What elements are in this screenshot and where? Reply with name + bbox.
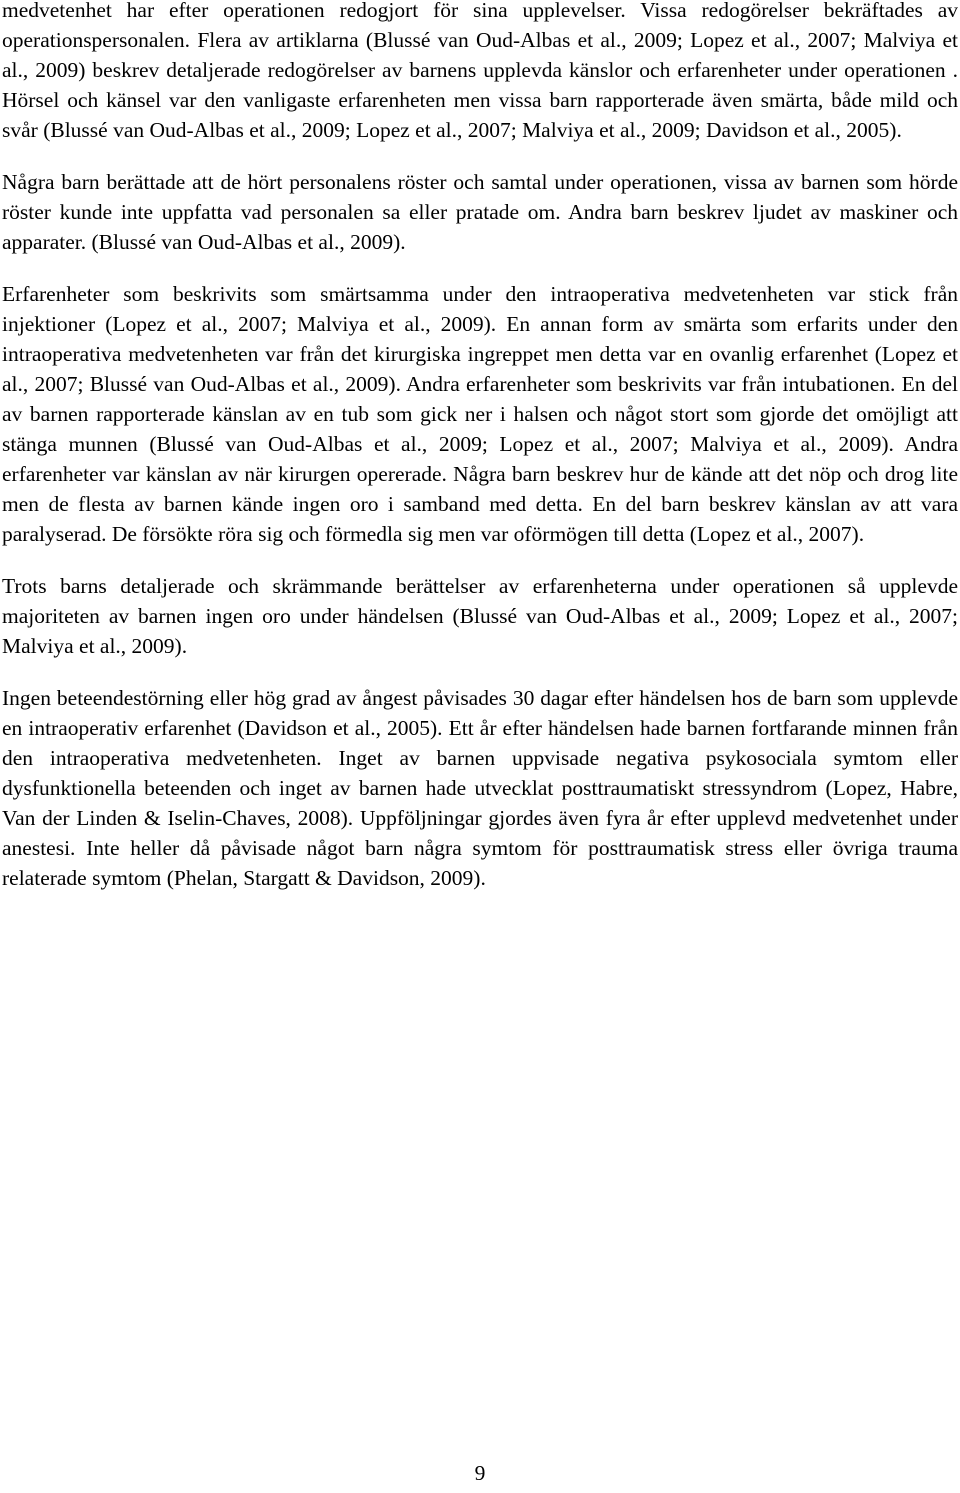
page-number: 9 <box>474 1461 486 1485</box>
document-body <box>2 0 958 915</box>
paragraph-no-anxiety: Trots barns detaljerade och skrämmande berättelser av erfarenheterna under operationen så upplevde majoriteten av barnen ingen oro under händelsen (Blussé van Oud-Albas et al., 2009; Lopez et al., 2007; Malviya et al., 2009). <box>2 574 958 658</box>
paragraph-follow-up: Ingen beteendestörning eller hög grad av ångest påvisades 30 dagar efter händelsen hos de barn som upplevde en intraoperativ erfarenhet (Davidson et al., 2005). Ett år efter händelsen hade barnen fortfarande minnen från den intraoperativa medvetenheten. Inget av barnen uppvisade negativa psykosociala symtom eller dysfunktionella beteenden och inget av barnen hade utvecklat posttraumatiskt stressyndrom (Lopez, Habre, Van der Linden & Iselin-Chaves, 2008). Uppföljningar gjordes även fyra år efter upplevd medvetenhet under anestesi. Inte heller då påvisade något barn några symtom för posttraumatisk stress eller övriga trauma relaterade symtom (Phelan, Stargatt & Davidson, 2009). <box>2 686 958 890</box>
paragraph-intraoperative-experiences: medvetenhet har efter operationen redogjort för sina upplevelser. Vissa redogörelser bekräftades av operationspersonalen. Flera av artiklarna (Blussé van Oud-Albas et al., 2009; Lopez et al., 2007; Malviya et al., 2009) beskrev detaljerade redogörelser av barnens upplevda känslor och erfarenheter under operationen . Hörsel och känsel var den vanligaste erfarenheten men vissa barn rapporterade även smärta, både mild och svår (Blussé van Oud-Albas et al., 2009; Lopez et al., 2007; Malviya et al., 2009; Davidson et al., 2005). <box>2 0 958 142</box>
paragraph-painful-experiences: Erfarenheter som beskrivits som smärtsamma under den intraoperativa medvetenheten var stick från injektioner (Lopez et al., 2007; Malviya et al., 2009). En annan form av smärta som erfarits under den intraoperativa medvetenheten var från det kirurgiska ingreppet men detta var en ovanlig erfarenhet (Lopez et al., 2007; Blussé van Oud-Albas et al., 2009). Andra erfarenheter som beskrivits var från intubationen. En del av barnen rapporterade känslan av en tub som gick ner i halsen och något stort som gjorde det omöjligt att stänga munnen (Blussé van Oud-Albas et al., 2009; Lopez et al., 2007; Malviya et al., 2009). Andra erfarenheter var känslan av när kirurgen opererade. Några barn beskrev hur de kände att det nöp och drog lite men de flesta av barnen kände ingen oro i samband med detta. En del barn beskrev känslan av att vara paralyserad. De försökte röra sig och förmedla sig men var oförmögen till detta (Lopez et al., 2007). <box>2 282 958 546</box>
paragraph-voices-heard: Några barn berättade att de hört personalens röster och samtal under operationen, vissa av barnen som hörde röster kunde inte uppfatta vad personalen sa eller pratade om. Andra barn beskrev ljudet av maskiner och apparater. (Blussé van Oud-Albas et al., 2009). <box>2 170 958 254</box>
